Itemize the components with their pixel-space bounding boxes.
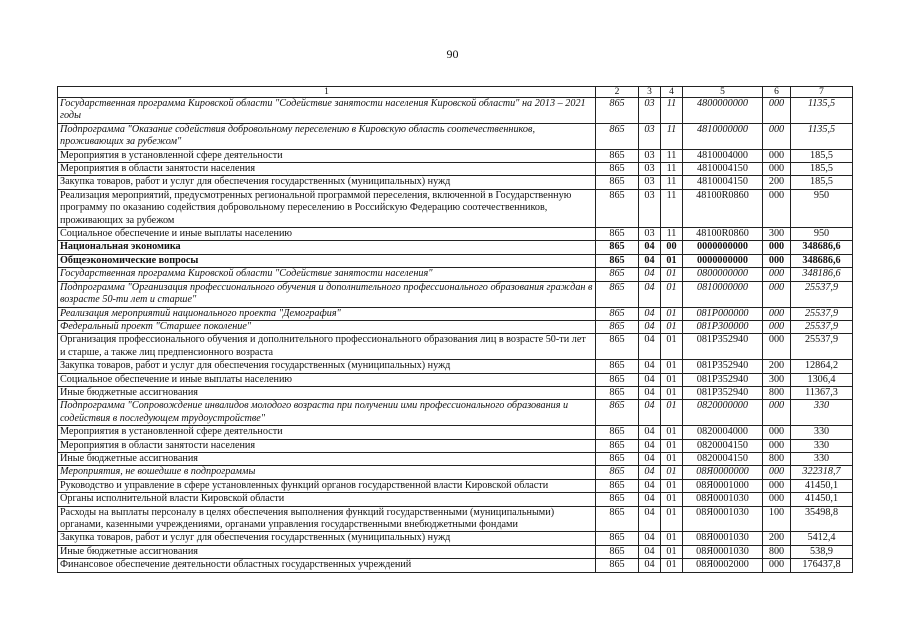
- row-expense-type-cell: 000: [763, 426, 791, 439]
- row-name-cell: Закупка товаров, работ и услуг для обеспечения государственных (муниципальных) нужд: [58, 532, 596, 545]
- row-amount-cell: 25537,9: [791, 307, 853, 320]
- row-expense-type-cell: 000: [763, 98, 791, 124]
- row-target-article-cell: 0820004150: [683, 439, 763, 452]
- row-subsection-cell: 01: [661, 452, 683, 465]
- row-expense-type-cell: 000: [763, 163, 791, 176]
- row-amount-cell: 176437,8: [791, 559, 853, 572]
- table-row: [58, 149, 853, 162]
- row-amount-cell: 330: [791, 452, 853, 465]
- row-target-article-cell: 0000000000: [683, 241, 763, 254]
- row-section-cell: 04: [639, 268, 661, 281]
- row-name-cell: Общеэкономические вопросы: [58, 254, 596, 267]
- column-header: 4: [661, 87, 683, 98]
- row-section-cell: 04: [639, 334, 661, 360]
- row-expense-type-cell: 000: [763, 439, 791, 452]
- table-row: [58, 254, 853, 267]
- table-row: [58, 123, 853, 149]
- table-row: [58, 466, 853, 479]
- row-admin-code-cell: 865: [596, 400, 639, 426]
- row-subsection-cell: 01: [661, 281, 683, 307]
- row-name-cell: Государственная программа Кировской области "Содействие занятости населения": [58, 268, 596, 281]
- table-row: [58, 307, 853, 320]
- row-subsection-cell: 01: [661, 360, 683, 373]
- table-row: [58, 426, 853, 439]
- row-target-article-cell: 08Я0002000: [683, 559, 763, 572]
- column-header: 1: [58, 87, 596, 98]
- row-amount-cell: 25537,9: [791, 320, 853, 333]
- row-name-cell: Социальное обеспечение и иные выплаты населению: [58, 373, 596, 386]
- row-subsection-cell: 01: [661, 559, 683, 572]
- row-admin-code-cell: 865: [596, 360, 639, 373]
- row-target-article-cell: 08Я0001000: [683, 479, 763, 492]
- row-section-cell: 04: [639, 532, 661, 545]
- row-name-cell: Организация профессионального обучения и дополнительного профессионального образования лиц в возрасте 50-ти лет и старше, а также лиц предпенсионного возраста: [58, 334, 596, 360]
- row-target-article-cell: 0820004150: [683, 452, 763, 465]
- row-amount-cell: 330: [791, 439, 853, 452]
- row-subsection-cell: 11: [661, 189, 683, 227]
- row-expense-type-cell: 000: [763, 123, 791, 149]
- row-amount-cell: 12864,2: [791, 360, 853, 373]
- row-subsection-cell: 01: [661, 400, 683, 426]
- row-admin-code-cell: 865: [596, 123, 639, 149]
- row-expense-type-cell: 000: [763, 281, 791, 307]
- row-target-article-cell: 08Я0001030: [683, 506, 763, 532]
- row-expense-type-cell: 000: [763, 559, 791, 572]
- row-section-cell: 04: [639, 439, 661, 452]
- row-name-cell: Федеральный проект "Старшее поколение": [58, 320, 596, 333]
- row-section-cell: 04: [639, 400, 661, 426]
- row-section-cell: 03: [639, 176, 661, 189]
- page-number: 90: [446, 47, 459, 61]
- row-section-cell: 04: [639, 373, 661, 386]
- row-subsection-cell: 01: [661, 334, 683, 360]
- row-target-article-cell: 081P352940: [683, 360, 763, 373]
- row-subsection-cell: 01: [661, 466, 683, 479]
- row-name-cell: Мероприятия в установленной сфере деятельности: [58, 149, 596, 162]
- row-subsection-cell: 01: [661, 254, 683, 267]
- row-subsection-cell: 01: [661, 268, 683, 281]
- row-target-article-cell: 08Я0001030: [683, 545, 763, 558]
- table-row: [58, 506, 853, 532]
- row-name-cell: Подпрограмма "Оказание содействия добровольному переселению в Кировскую область соотечественников, проживающих за рубежом": [58, 123, 596, 149]
- row-admin-code-cell: 865: [596, 320, 639, 333]
- table-row: [58, 479, 853, 492]
- row-section-cell: 04: [639, 452, 661, 465]
- row-name-cell: Закупка товаров, работ и услуг для обеспечения государственных (муниципальных) нужд: [58, 360, 596, 373]
- row-name-cell: Иные бюджетные ассигнования: [58, 452, 596, 465]
- row-target-article-cell: 0820000000: [683, 400, 763, 426]
- row-section-cell: 03: [639, 123, 661, 149]
- row-admin-code-cell: 865: [596, 466, 639, 479]
- row-name-cell: Закупка товаров, работ и услуг для обеспечения государственных (муниципальных) нужд: [58, 176, 596, 189]
- row-target-article-cell: 0810000000: [683, 281, 763, 307]
- row-section-cell: 04: [639, 241, 661, 254]
- row-amount-cell: 950: [791, 228, 853, 241]
- row-admin-code-cell: 865: [596, 268, 639, 281]
- row-section-cell: 04: [639, 545, 661, 558]
- row-amount-cell: 35498,8: [791, 506, 853, 532]
- table-row: [58, 241, 853, 254]
- table-row: [58, 400, 853, 426]
- row-expense-type-cell: 300: [763, 228, 791, 241]
- table-row: [58, 334, 853, 360]
- row-amount-cell: 348186,6: [791, 268, 853, 281]
- table-header-row: [58, 87, 853, 98]
- row-amount-cell: 5412,4: [791, 532, 853, 545]
- row-subsection-cell: 11: [661, 98, 683, 124]
- row-section-cell: 04: [639, 360, 661, 373]
- row-admin-code-cell: 865: [596, 98, 639, 124]
- row-subsection-cell: 11: [661, 123, 683, 149]
- row-target-article-cell: 4800000000: [683, 98, 763, 124]
- row-expense-type-cell: 800: [763, 545, 791, 558]
- row-expense-type-cell: 000: [763, 479, 791, 492]
- row-amount-cell: 185,5: [791, 163, 853, 176]
- row-admin-code-cell: 865: [596, 307, 639, 320]
- table-row: [58, 439, 853, 452]
- row-expense-type-cell: 000: [763, 189, 791, 227]
- row-target-article-cell: 08Я0001030: [683, 532, 763, 545]
- row-amount-cell: 950: [791, 189, 853, 227]
- row-subsection-cell: 01: [661, 386, 683, 399]
- row-section-cell: 04: [639, 479, 661, 492]
- row-admin-code-cell: 865: [596, 545, 639, 558]
- row-section-cell: 03: [639, 228, 661, 241]
- row-expense-type-cell: 800: [763, 452, 791, 465]
- row-amount-cell: 330: [791, 400, 853, 426]
- row-admin-code-cell: 865: [596, 506, 639, 532]
- row-section-cell: 04: [639, 466, 661, 479]
- row-expense-type-cell: 000: [763, 241, 791, 254]
- row-admin-code-cell: 865: [596, 228, 639, 241]
- row-amount-cell: 25537,9: [791, 281, 853, 307]
- row-admin-code-cell: 865: [596, 559, 639, 572]
- row-amount-cell: 538,9: [791, 545, 853, 558]
- row-target-article-cell: 081P352940: [683, 373, 763, 386]
- row-subsection-cell: 01: [661, 479, 683, 492]
- row-section-cell: 04: [639, 493, 661, 506]
- row-target-article-cell: 081P352940: [683, 334, 763, 360]
- row-name-cell: Национальная экономика: [58, 241, 596, 254]
- row-expense-type-cell: 200: [763, 532, 791, 545]
- row-admin-code-cell: 865: [596, 241, 639, 254]
- row-target-article-cell: 081P352940: [683, 386, 763, 399]
- row-expense-type-cell: 800: [763, 386, 791, 399]
- table-row: [58, 320, 853, 333]
- table-row: [58, 532, 853, 545]
- row-admin-code-cell: 865: [596, 479, 639, 492]
- row-section-cell: 04: [639, 386, 661, 399]
- column-header: 5: [683, 87, 763, 98]
- column-header: 6: [763, 87, 791, 98]
- row-expense-type-cell: 000: [763, 307, 791, 320]
- row-expense-type-cell: 000: [763, 334, 791, 360]
- row-subsection-cell: 11: [661, 228, 683, 241]
- row-name-cell: Расходы на выплаты персоналу в целях обеспечения выполнения функций государственными (муниципальными) органами, казенными учреждениями, органами управления государственными внебюджетными фондами: [58, 506, 596, 532]
- row-amount-cell: 1306,4: [791, 373, 853, 386]
- row-admin-code-cell: 865: [596, 386, 639, 399]
- row-expense-type-cell: 300: [763, 373, 791, 386]
- row-section-cell: 04: [639, 320, 661, 333]
- row-name-cell: Финансовое обеспечение деятельности областных государственных учреждений: [58, 559, 596, 572]
- row-section-cell: 03: [639, 163, 661, 176]
- row-amount-cell: 185,5: [791, 176, 853, 189]
- row-amount-cell: 1135,5: [791, 123, 853, 149]
- row-section-cell: 04: [639, 559, 661, 572]
- row-target-article-cell: 0000000000: [683, 254, 763, 267]
- table-row: [58, 559, 853, 572]
- row-expense-type-cell: 000: [763, 268, 791, 281]
- table-row: [58, 163, 853, 176]
- row-target-article-cell: 4810004000: [683, 149, 763, 162]
- table-row: [58, 176, 853, 189]
- row-section-cell: 04: [639, 426, 661, 439]
- row-target-article-cell: 08Я0000000: [683, 466, 763, 479]
- row-subsection-cell: 01: [661, 545, 683, 558]
- row-subsection-cell: 01: [661, 307, 683, 320]
- row-subsection-cell: 01: [661, 439, 683, 452]
- table-row: [58, 268, 853, 281]
- row-section-cell: 03: [639, 98, 661, 124]
- table-row: [58, 452, 853, 465]
- row-admin-code-cell: 865: [596, 189, 639, 227]
- row-name-cell: Государственная программа Кировской области "Содействие занятости населения Кировской области" на 2013 – 2021 годы: [58, 98, 596, 124]
- row-name-cell: Иные бюджетные ассигнования: [58, 386, 596, 399]
- row-admin-code-cell: 865: [596, 163, 639, 176]
- row-subsection-cell: 01: [661, 320, 683, 333]
- row-expense-type-cell: 100: [763, 506, 791, 532]
- row-target-article-cell: 48100R0860: [683, 228, 763, 241]
- row-admin-code-cell: 865: [596, 254, 639, 267]
- row-section-cell: 04: [639, 254, 661, 267]
- row-subsection-cell: 01: [661, 373, 683, 386]
- row-name-cell: Мероприятия в области занятости населения: [58, 439, 596, 452]
- row-target-article-cell: 0800000000: [683, 268, 763, 281]
- row-amount-cell: 1135,5: [791, 98, 853, 124]
- row-admin-code-cell: 865: [596, 493, 639, 506]
- column-header: 2: [596, 87, 639, 98]
- row-admin-code-cell: 865: [596, 176, 639, 189]
- row-subsection-cell: 01: [661, 493, 683, 506]
- row-amount-cell: 11367,3: [791, 386, 853, 399]
- row-target-article-cell: 081P000000: [683, 307, 763, 320]
- row-name-cell: Мероприятия, не вошедшие в подпрограммы: [58, 466, 596, 479]
- row-amount-cell: 41450,1: [791, 479, 853, 492]
- table-row: [58, 98, 853, 124]
- row-admin-code-cell: 865: [596, 452, 639, 465]
- row-expense-type-cell: 000: [763, 149, 791, 162]
- row-admin-code-cell: 865: [596, 149, 639, 162]
- budget-table: [57, 86, 853, 573]
- row-subsection-cell: 01: [661, 506, 683, 532]
- row-admin-code-cell: 865: [596, 334, 639, 360]
- row-target-article-cell: 4810004150: [683, 163, 763, 176]
- row-name-cell: Подпрограмма "Сопровождение инвалидов молодого возраста при получении ими профессионального образования и содействия в последующем трудоустройстве": [58, 400, 596, 426]
- row-name-cell: Иные бюджетные ассигнования: [58, 545, 596, 558]
- table-row: [58, 189, 853, 227]
- row-name-cell: Подпрограмма "Организация профессионального обучения и дополнительного профессионального образования граждан в возрасте 50-ти лет и старше": [58, 281, 596, 307]
- row-subsection-cell: 00: [661, 241, 683, 254]
- row-expense-type-cell: 000: [763, 400, 791, 426]
- row-amount-cell: 348686,6: [791, 241, 853, 254]
- row-name-cell: Реализация мероприятий национального проекта "Демография": [58, 307, 596, 320]
- row-section-cell: 04: [639, 307, 661, 320]
- row-name-cell: Социальное обеспечение и иные выплаты населению: [58, 228, 596, 241]
- row-subsection-cell: 01: [661, 532, 683, 545]
- row-target-article-cell: 0820004000: [683, 426, 763, 439]
- row-amount-cell: 25537,9: [791, 334, 853, 360]
- row-admin-code-cell: 865: [596, 426, 639, 439]
- row-amount-cell: 41450,1: [791, 493, 853, 506]
- row-name-cell: Мероприятия в области занятости населения: [58, 163, 596, 176]
- row-admin-code-cell: 865: [596, 281, 639, 307]
- table-body: [58, 98, 853, 573]
- table-row: [58, 373, 853, 386]
- row-expense-type-cell: 200: [763, 360, 791, 373]
- column-header: 3: [639, 87, 661, 98]
- row-target-article-cell: 48100R0860: [683, 189, 763, 227]
- table-row: [58, 545, 853, 558]
- row-name-cell: Мероприятия в установленной сфере деятельности: [58, 426, 596, 439]
- row-admin-code-cell: 865: [596, 532, 639, 545]
- table-row: [58, 360, 853, 373]
- row-subsection-cell: 01: [661, 426, 683, 439]
- row-section-cell: 04: [639, 506, 661, 532]
- table-row: [58, 493, 853, 506]
- row-section-cell: 04: [639, 281, 661, 307]
- row-amount-cell: 185,5: [791, 149, 853, 162]
- table-row: [58, 281, 853, 307]
- row-expense-type-cell: 000: [763, 493, 791, 506]
- row-target-article-cell: 4810004150: [683, 176, 763, 189]
- table-row: [58, 386, 853, 399]
- row-amount-cell: 348686,6: [791, 254, 853, 267]
- table-row: [58, 228, 853, 241]
- row-expense-type-cell: 000: [763, 466, 791, 479]
- row-name-cell: Органы исполнительной власти Кировской области: [58, 493, 596, 506]
- row-target-article-cell: 4810000000: [683, 123, 763, 149]
- row-admin-code-cell: 865: [596, 439, 639, 452]
- row-amount-cell: 330: [791, 426, 853, 439]
- row-subsection-cell: 11: [661, 163, 683, 176]
- row-subsection-cell: 11: [661, 176, 683, 189]
- row-name-cell: Реализация мероприятий, предусмотренных региональной программой переселения, включенной в Государственную программу по оказанию содействия добровольному переселению в Российскую Федерацию соотечественников, проживающих за рубежом: [58, 189, 596, 227]
- row-name-cell: Руководство и управление в сфере установленных функций органов государственной власти Кировской области: [58, 479, 596, 492]
- row-section-cell: 03: [639, 149, 661, 162]
- row-target-article-cell: 081P300000: [683, 320, 763, 333]
- row-target-article-cell: 08Я0001030: [683, 493, 763, 506]
- row-expense-type-cell: 000: [763, 320, 791, 333]
- row-expense-type-cell: 200: [763, 176, 791, 189]
- row-expense-type-cell: 000: [763, 254, 791, 267]
- row-subsection-cell: 11: [661, 149, 683, 162]
- column-header: 7: [791, 87, 853, 98]
- row-amount-cell: 322318,7: [791, 466, 853, 479]
- row-section-cell: 03: [639, 189, 661, 227]
- row-admin-code-cell: 865: [596, 373, 639, 386]
